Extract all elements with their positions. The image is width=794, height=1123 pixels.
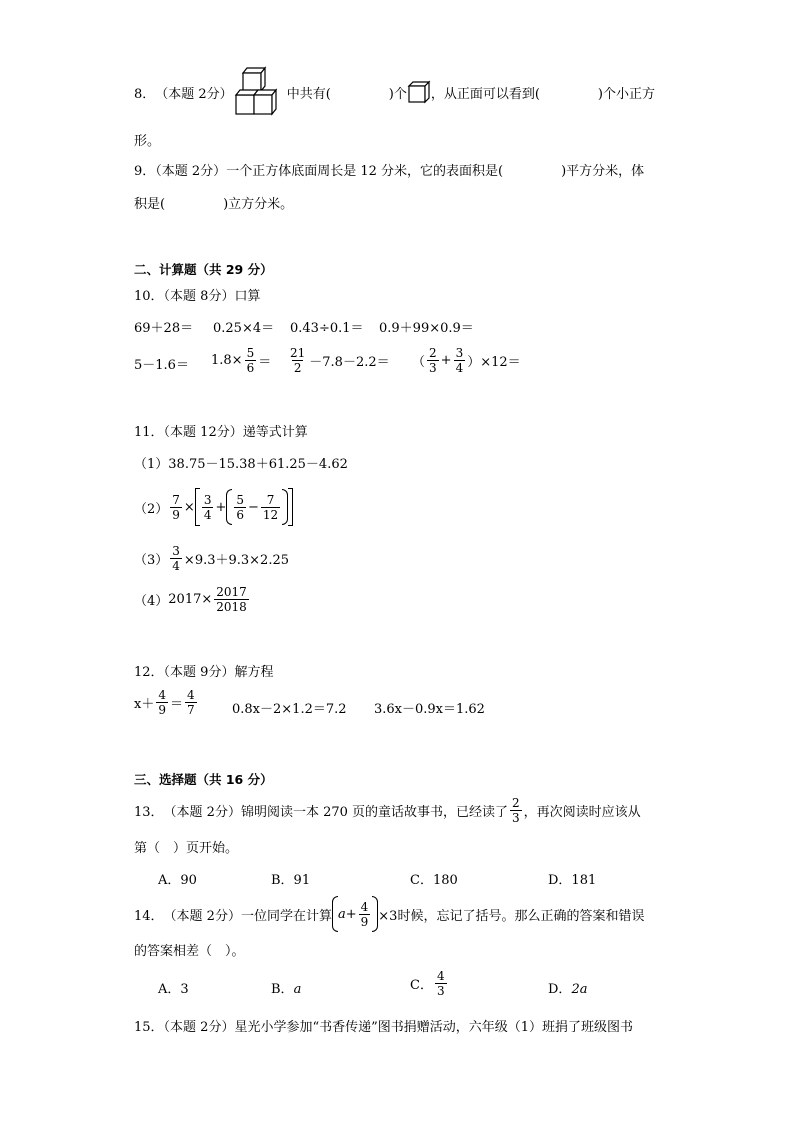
q13-line1: 13．（本题 2分）锦明阅读一本 270 页的童话故事书，已经读了 $\frac{2}{3}$ ，再次阅读时应该从 — [134, 796, 641, 825]
q11-number: 11． — [134, 425, 164, 440]
fraction: $\frac{7}{12}$ — [262, 492, 279, 522]
q14-line2: 的答案相差（ ）。 — [134, 944, 245, 959]
q15-score-tag: （本题 2分） — [163, 1020, 235, 1035]
q13-option-c[interactable]: C．180 — [410, 873, 458, 888]
q10-expr-2: 0.25×4＝ — [213, 321, 275, 336]
q8-text-3: ，从正面可以看到( — [430, 86, 540, 102]
q10-expr-8: （ $\frac{2}{3}$ + $\frac{3}{4}$ ）×12＝ — [412, 346, 521, 375]
q12-number: 12． — [134, 665, 164, 680]
q9-text-3: 积是( — [134, 197, 166, 212]
q9-text-2: )平方分米，体 — [561, 164, 645, 179]
right-bracket — [288, 488, 293, 526]
fraction: $\frac{5}{6}$ — [236, 492, 245, 522]
q8-text-1: 中共有( — [286, 86, 331, 102]
q8-number: 8． — [134, 86, 156, 102]
section-3-heading: 三、选择题（共 16 分） — [134, 772, 273, 787]
q11-part-2: （2） $\frac{7}{9}$ × $\frac{3}{4}$ + $\frac{5}{6}$ − $\frac{7}{12}$ — [134, 488, 293, 526]
q9-score-tag: （本题 2分） — [155, 164, 227, 179]
q10-expr-4: 0.9＋99×0.9＝ — [379, 321, 474, 336]
fraction: $\frac{2017}{2018}$ — [216, 585, 247, 614]
q14-option-c[interactable]: C． $\frac{4}{3}$ — [410, 969, 445, 998]
q9-line1 — [134, 160, 644, 179]
fraction: $\frac{4}{9}$ — [158, 688, 166, 717]
q13-option-d[interactable]: D．181 — [548, 873, 597, 888]
left-bracket — [195, 488, 200, 526]
q8-score-tag: （本题 2分） — [155, 86, 233, 102]
q10-number: 10． — [134, 289, 164, 304]
q12-heading — [134, 661, 273, 680]
q9-line2 — [134, 193, 293, 212]
left-paren — [226, 489, 232, 525]
q10-expr-3: 0.43÷0.1＝ — [290, 321, 364, 336]
fraction: $\frac{4}{7}$ — [187, 688, 195, 717]
q9-number: 9． — [134, 164, 156, 179]
q8-text-2: )个 — [388, 86, 407, 102]
q8-line2: 形。 — [134, 134, 161, 149]
q9-text-1: 一个正方体底面周长是 12 分米，它的表面积是( — [226, 164, 504, 179]
q11-title: 递等式计算 — [242, 425, 308, 440]
fraction: $\frac{2}{3}$ — [512, 796, 520, 825]
q14-option-a[interactable]: A．3 — [158, 982, 189, 997]
q12-eq-3: 3.6x－0.9x＝1.62 — [374, 702, 485, 717]
q10-expr-5: 5－1.6＝ — [134, 358, 189, 373]
q13-number: 13． — [134, 805, 164, 820]
fraction: $\frac{3}{4}$ — [455, 346, 464, 375]
q12-score-tag: （本题 9分） — [163, 665, 235, 680]
q10-expr-7: $\frac{21}{2}$ －7.8－2.2＝ — [290, 346, 390, 375]
fraction: $\frac{4}{3}$ — [436, 969, 445, 998]
q9-text-4: )立方分米。 — [223, 197, 294, 212]
section-2-heading: 二、计算题（共 29 分） — [134, 262, 273, 277]
q10-title: 口算 — [234, 289, 261, 304]
q14-option-d[interactable]: D．2a — [548, 982, 588, 997]
q13-option-a[interactable]: A．90 — [158, 873, 197, 888]
q12-eq-1: x＋ $\frac{4}{9}$ ＝ $\frac{4}{7}$ — [134, 688, 195, 717]
q14-number: 14． — [134, 908, 164, 924]
fraction: $\frac{3}{4}$ — [172, 544, 180, 573]
q15-line1: 15．（本题 2分）星光小学参加“书香传递”图书捐赠活动，六年级（1）班捐了班级图书 — [134, 1020, 634, 1035]
fraction: $\frac{5}{6}$ — [246, 346, 255, 375]
q13-score-tag: （本题 2分） — [163, 805, 241, 820]
q13-option-b[interactable]: B．91 — [271, 873, 311, 888]
fraction: $\frac{21}{2}$ — [290, 346, 306, 375]
fraction: $\frac{7}{9}$ — [172, 492, 180, 522]
q14-score-tag: （本题 2分） — [163, 908, 241, 924]
q10-expr-1: 69＋28＝ — [134, 321, 194, 336]
q8-text-4: )个小正方 — [597, 86, 655, 102]
q11-part-4: （4）2017× $\frac{2017}{2018}$ — [134, 585, 247, 614]
cube-icon — [407, 80, 431, 104]
q10-expr-6: 1.8× $\frac{5}{6}$ ＝ — [211, 346, 272, 375]
q11-score-tag: （本题 12分） — [163, 425, 243, 440]
fraction: $\frac{4}{9}$ — [360, 899, 369, 929]
cube-stack-icon — [233, 65, 287, 119]
q11-part-1: （1）38.75－15.38＋61.25－4.62 — [134, 457, 348, 472]
q14-line1: 14． （本题 2分） 一位同学在计算 a + $\frac{4}{9}$ ×3时候，忘记了括号。那么正确的答案和错误 — [134, 896, 644, 932]
q14-option-b[interactable]: B．a — [271, 982, 302, 997]
q15-number: 15． — [134, 1020, 164, 1035]
fraction: $\frac{3}{4}$ — [203, 492, 212, 522]
q12-title: 解方程 — [234, 665, 274, 680]
fraction: $\frac{2}{3}$ — [429, 346, 437, 375]
q13-line2: 第（ ）页开始。 — [134, 841, 239, 856]
q11-part-3: （3） $\frac{3}{4}$ ×9.3＋9.3×2.25 — [134, 544, 290, 573]
q11-heading — [134, 421, 308, 440]
q8-line1 — [134, 64, 655, 120]
q10-heading — [134, 285, 260, 304]
q10-score-tag: （本题 8分） — [163, 289, 235, 304]
q12-eq-2: 0.8x－2×1.2＝7.2 — [232, 702, 347, 717]
